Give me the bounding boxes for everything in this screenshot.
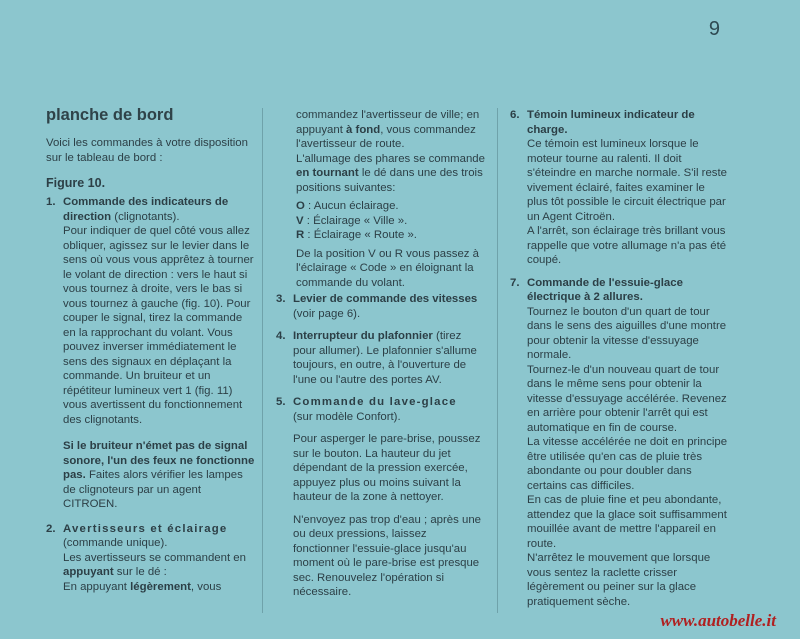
- item-heading: Interrupteur du plafonnier: [293, 330, 433, 342]
- item-heading: Commande des indicateurs de direction: [63, 196, 229, 223]
- list-item-7: [510, 276, 728, 610]
- item-heading: Commande du lave-glace: [293, 396, 457, 408]
- watermark: www.autobelle.it: [660, 611, 776, 630]
- item-text: Tournez-le d'un nouveau quart de tour dans le même sens pour obtenir la vitesse d'essuyage accélérée. Revenez en arrière pour obtenir l'arrêt qui est automatique en fin de course.: [527, 363, 727, 434]
- list-item-4: [276, 329, 486, 387]
- list-item-5: [276, 395, 486, 600]
- body-text: De la position V ou R vous passez à l'éclairage « Code » en éloignant la commande du volant.: [296, 247, 479, 289]
- item-text: , vous: [190, 580, 222, 593]
- item-text: En cas de pluie fine et peu abondante, attendez que la glace soit suffisamment mouillée avant de mettre l'appareil en route.: [527, 494, 727, 550]
- item-number: 3.: [276, 293, 286, 305]
- item-subheading: (clignotants).: [111, 210, 180, 223]
- item-text: Pour asperger le pare-brise, poussez sur le bouton. La hauteur du jet dépendant de la pression exercée, appuyez plus ou moins suivant la hauteur de la zone à nettoyer.: [293, 433, 481, 503]
- col3-block: [510, 108, 728, 617]
- item-heading: Témoin lumineux indicateur de charge.: [527, 109, 695, 136]
- items-block: [46, 195, 256, 602]
- col2-items-block: [276, 292, 486, 608]
- position-key: O: [296, 200, 305, 212]
- item-heading: Avertisseurs et éclairage: [63, 522, 228, 535]
- item-text-bold: légèrement: [130, 580, 191, 593]
- item-heading: Commande de l'essuie-glace électrique à 2 allures.: [527, 276, 683, 303]
- column-divider: [497, 108, 498, 613]
- body-text: , vous commandez l'avertisseur de route.: [296, 123, 476, 150]
- column-middle: [276, 0, 486, 639]
- item-number: 4.: [276, 330, 286, 342]
- item-heading: Levier de commande des vitesses: [293, 293, 478, 305]
- item-text: (tirez pour allumer). Le plafonnier s'allume toujours, en outre, à l'ouverture de l'une ou l'autre des portes AV.: [293, 330, 477, 386]
- item-subheading: (sur modèle Confort).: [293, 410, 401, 423]
- item-subheading: (commande unique).: [63, 537, 168, 549]
- position-text: : Éclairage « Ville ».: [303, 214, 408, 227]
- warning-text: Faites alors vérifier les lampes de clignoteurs par un agent CITROEN.: [63, 469, 243, 510]
- item-text: Tournez le bouton d'un quart de tour dans le sens des aiguilles d'une montre pour obtenir la vitesse d'essuyage normale.: [527, 305, 727, 361]
- intro-text: Voici les commandes à votre disposition sur le tableau de bord :: [46, 137, 248, 164]
- warning-note: [63, 439, 256, 512]
- list-item-2: [46, 522, 256, 595]
- position-key: R: [296, 229, 305, 241]
- intro-block: [46, 136, 256, 165]
- section-title: planche de bord: [46, 106, 174, 124]
- position-text: : Éclairage « Route ».: [304, 229, 417, 241]
- body-text: L'allumage des phares se commande: [296, 152, 485, 165]
- position-text: : Aucun éclairage.: [304, 200, 399, 212]
- list-item-1: [46, 195, 256, 427]
- item-number: 6.: [510, 109, 520, 121]
- position-key: V: [296, 214, 304, 227]
- warning-bold: Si le bruiteur n'émet pas de signal sonore, l'un des feux ne fonctionne pas.: [63, 440, 255, 481]
- item-text: N'arrêtez le mouvement que lorsque vous sentez la raclette crisser légèrement ou peiner sur la glace pratiquement sèche.: [527, 552, 711, 608]
- page-number: 9: [708, 18, 720, 40]
- item-number: 1.: [46, 196, 56, 208]
- item-text: A l'arrêt, son éclairage très brillant vous rappelle que votre allumage n'a pas été coupé.: [527, 225, 727, 266]
- body-text-bold: en tournant: [296, 167, 359, 179]
- item-number: 2.: [46, 522, 56, 535]
- body-text: le dé dans une des trois positions suivantes:: [296, 167, 483, 194]
- list-item-3: [276, 292, 486, 321]
- body-text: commandez l'avertisseur de ville; en appuyant: [296, 109, 480, 136]
- body-text-bold: à fond: [346, 123, 381, 136]
- item-number: 5.: [276, 396, 286, 408]
- item-text: N'envoyez pas trop d'eau ; après une ou deux pressions, laissez fonctionner l'essuie-glace jusqu'au moment où le pare-brise est presque sec. Renouvelez l'opération si nécessaire.: [293, 513, 481, 598]
- item-text-bold: appuyant: [63, 566, 114, 578]
- item-text: Les avertisseurs se commandent en: [63, 551, 246, 564]
- list-item-6: [510, 108, 728, 268]
- column-left: [46, 0, 256, 639]
- col2-top-block: [296, 108, 486, 290]
- figure-title: Figure 10.: [46, 176, 106, 190]
- item-text: sur le dé :: [113, 566, 167, 578]
- item-text: En appuyant: [63, 580, 131, 593]
- item-number: 7.: [510, 276, 520, 289]
- item-text: Ce témoin est lumineux lorsque le moteur tourne au ralenti. Il doit s'éteindre en marche normale. S'il reste vivement éclairé, faites examiner le plus tôt possible le circuit électrique par un Agent Citroën.: [527, 138, 727, 223]
- column-divider: [262, 108, 263, 613]
- item-text: La vitesse accélérée ne doit en principe être utilisée qu'en cas de pluie très abondante ou pour doubler dans certains cas difficiles.: [527, 436, 728, 492]
- column-right: [510, 0, 728, 639]
- item-subheading: (voir page 6).: [293, 307, 361, 320]
- item-text: Pour indiquer de quel côté vous allez obliquer, agissez sur le levier dans le sens où vous vous apprêtez à tourner le volant de direction : vers le haut si vous tournez à droite, vers le bas si vous tournez à gauche (fig. 10). Pour couper le signal, tirez la commande en la rapprochant du volant. Vous pouvez inverser immédiatement le sens des signaux en déplaçant la commande. Un bruiteur et un répétiteur lumineux vert 1 (fig. 11) vous avertissent du fonctionnement des clignotants.: [63, 225, 254, 426]
